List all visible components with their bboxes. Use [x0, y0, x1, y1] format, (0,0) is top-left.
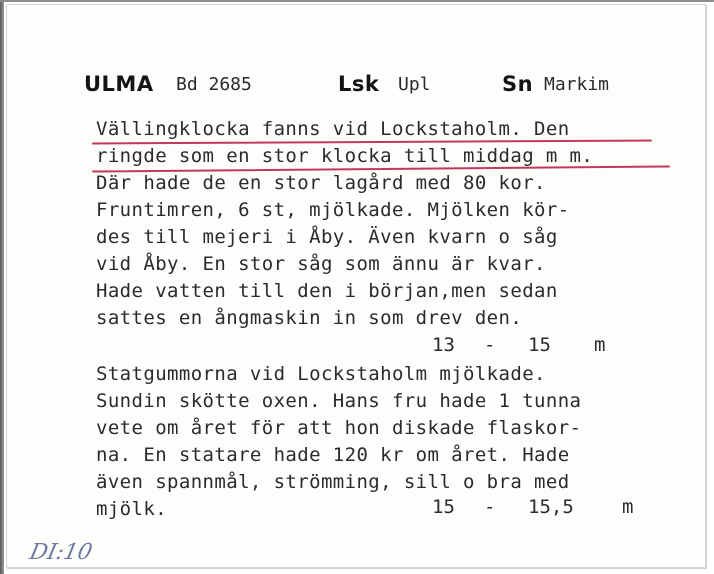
text-line-9: Statgummorna vid Lockstaholm mjölkade.	[96, 363, 546, 385]
text-line-6: vid Åby. En stor såg som ännu är kvar.	[96, 253, 546, 275]
age-note-1-to: 15	[528, 334, 551, 356]
landskap-value: Upl	[398, 74, 431, 95]
text-line-13: även spannmål, strömming, sill o bra med	[96, 471, 570, 493]
scan-edge-left	[0, 0, 4, 574]
age-note-2-unit: m	[622, 496, 634, 518]
text-line-7: Hade vatten till den i början,men sedan	[96, 280, 558, 302]
socken-value: Markim	[544, 74, 610, 95]
archive-label: ULMA	[84, 72, 154, 96]
text-line-12: na. En statare hade 120 kr om året. Hade	[96, 444, 570, 466]
text-line-3: Där hade de en stor lagård med 80 kor.	[96, 172, 546, 194]
text-line-1: Vällingklocka fanns vid Lockstaholm. Den	[96, 118, 570, 140]
handwritten-archive-note: DI:10	[27, 540, 95, 565]
text-line-4: Fruntimren, 6 st, mjölkade. Mjölken kör-	[96, 199, 570, 221]
age-note-2-dash: -	[484, 496, 496, 518]
text-line-14: mjölk.	[96, 498, 168, 520]
socken-label: Sn	[502, 72, 534, 96]
text-line-10: Sundin skötte oxen. Hans fru hade 1 tunna	[96, 390, 582, 412]
text-line-11: vete om året för att hon diskade flaskor-	[96, 417, 582, 439]
text-line-8: sattes en ångmaskin in som drev den.	[96, 307, 523, 329]
age-note-1-from: 13	[432, 334, 455, 356]
text-line-5: des till mejeri i Åby. Även kvarn o såg	[96, 226, 558, 248]
archive-number: Bd 2685	[176, 74, 252, 95]
age-note-1-unit: m	[594, 334, 606, 356]
scan-edge-top	[0, 0, 714, 2]
landskap-label: Lsk	[338, 72, 380, 96]
text-line-2: ringde som en stor klocka till middag m m.	[96, 145, 594, 167]
age-note-2-to: 15,5	[528, 496, 574, 518]
age-note-2-from: 15	[432, 496, 455, 518]
age-note-1-dash: -	[484, 334, 496, 356]
